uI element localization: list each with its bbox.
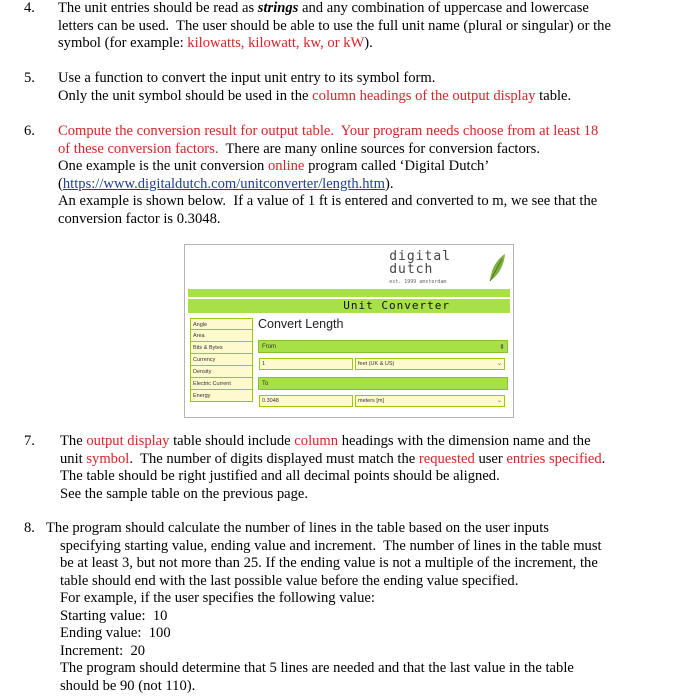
text-line <box>58 35 658 53</box>
text-segment: unit <box>60 450 87 467</box>
from-unit-select[interactable]: feet (UK & US) ⌄ <box>355 358 505 370</box>
text-line <box>58 0 658 18</box>
from-row <box>258 340 508 353</box>
to-row <box>258 377 508 390</box>
text-line <box>58 70 658 88</box>
text-line <box>46 520 666 538</box>
text-segment: The table should be right justified and all decimal points should be aligned. <box>60 468 500 484</box>
highlighted-text: requested <box>418 450 475 467</box>
text-segment: See the sample table on the previous page. <box>60 485 309 502</box>
item-6-text <box>58 123 658 228</box>
text-segment: The unit entries should be read as <box>58 0 258 16</box>
text-segment: . <box>601 450 606 467</box>
item-5-text <box>58 70 658 105</box>
updown-arrows-icon[interactable]: ⬍ <box>499 344 505 351</box>
category-item[interactable]: Area <box>190 330 253 342</box>
unit-converter-banner: Unit Converter <box>188 299 510 313</box>
category-item[interactable]: Electric Current <box>190 378 253 390</box>
text-segment: Only the unit symbol should be used in the <box>58 87 313 104</box>
text-segment: program called ‘Digital Dutch’ <box>304 158 490 174</box>
text-segment: The <box>60 433 87 449</box>
text-segment: Ending value: 100 <box>60 625 171 641</box>
text-segment: An example is shown below. If a value of 1 ft is entered and converted to m, we see that the <box>58 193 598 209</box>
text-segment: and any combination of uppercase and lowercase <box>298 0 589 16</box>
item-8-first-line <box>46 520 666 695</box>
highlighted-text: kilowatts, kilowatt, kw, or kW <box>187 35 365 51</box>
text-segment: conversion factor is 0.3048. <box>58 210 221 227</box>
item-5-number: 5. <box>24 70 35 86</box>
text-segment: specifying starting value, ending value and increment. The number of lines in the table must <box>60 537 602 554</box>
item-7-text <box>60 433 660 503</box>
category-item[interactable]: Angle <box>190 318 253 330</box>
category-item[interactable]: Density <box>190 366 253 378</box>
convert-length-title: Convert Length <box>258 317 344 331</box>
text-segment: Use a function to convert the input unit entry to its symbol form. <box>58 70 436 86</box>
text-segment: ( <box>58 175 63 192</box>
unit-converter-screenshot <box>184 244 514 418</box>
text-line <box>46 608 666 626</box>
text-line <box>58 141 658 159</box>
text-segment: should be 90 (not 110). <box>60 677 196 694</box>
text-line <box>46 555 666 573</box>
text-segment: headings with the dimension name and the <box>338 433 591 449</box>
category-list <box>190 318 253 402</box>
text-line <box>58 18 658 36</box>
highlighted-text: online <box>267 158 305 174</box>
highlighted-text: symbol <box>86 450 130 467</box>
highlighted-text: of these conversion factors. <box>58 140 219 157</box>
text-segment: There are many online sources for conversion factors. <box>218 140 540 157</box>
text-segment: One example is the unit conversion <box>58 158 268 174</box>
text-line <box>58 176 658 194</box>
text-line <box>58 158 658 176</box>
text-segment: user <box>474 450 507 467</box>
text-segment: table should end with the last possible value before the ending value specified. <box>60 572 519 589</box>
category-item[interactable]: Bits & Bytes <box>190 342 253 354</box>
text-line <box>46 573 666 591</box>
text-line <box>60 433 660 451</box>
from-label: From <box>262 344 276 350</box>
text-segment: be at least 3, but not more than 25. If the ending value is not a multiple of the increment, the <box>60 555 598 571</box>
highlighted-text: output display <box>86 433 170 449</box>
from-value-input[interactable]: 1 <box>259 358 353 370</box>
text-segment: The program should calculate the number of lines in the table based on the user inputs <box>46 520 549 536</box>
leaf-icon <box>487 251 507 285</box>
digital-dutch-logo: digital dutch est. 1999 amsterdam <box>389 249 451 285</box>
category-item[interactable]: Energy <box>190 390 253 402</box>
text-segment: Starting value: 10 <box>60 607 168 624</box>
text-segment: ). <box>364 35 373 51</box>
text-segment: table. <box>535 87 572 104</box>
item-4-text <box>58 0 658 53</box>
highlighted-text: Compute the conversion result for output table. Your program needs choose from at least 18 <box>58 123 599 139</box>
item-4-number: 4. <box>24 0 35 16</box>
text-segment: symbol (for example: <box>58 35 188 51</box>
text-line <box>46 590 666 608</box>
text-line <box>60 451 660 469</box>
highlighted-text: entries specified <box>506 450 602 467</box>
text-line <box>58 88 658 106</box>
item-8-number: 8. <box>24 520 35 536</box>
to-unit-select[interactable]: meters [m] ⌄ <box>355 395 505 407</box>
chevron-down-icon: ⌄ <box>496 361 502 367</box>
item-7-number: 7. <box>24 433 35 449</box>
text-line <box>58 123 658 141</box>
text-line <box>58 211 658 229</box>
text-line <box>60 468 660 486</box>
text-line <box>46 643 666 661</box>
text-line <box>46 678 666 696</box>
text-segment: The program should determine that 5 lines are needed and that the last value in the table <box>60 660 574 676</box>
text-line <box>46 625 666 643</box>
to-label: To <box>262 381 269 387</box>
text-line <box>58 193 658 211</box>
text-line <box>60 486 660 504</box>
text-segment: table should include <box>169 433 295 449</box>
text-segment: ). <box>384 175 394 192</box>
category-item[interactable]: Currency <box>190 354 253 366</box>
chevron-down-icon: ⌄ <box>496 398 502 404</box>
top-green-bar <box>188 289 510 297</box>
text-segment: . The number of digits displayed must match the <box>129 450 419 467</box>
highlighted-text: column <box>294 433 339 449</box>
url-link[interactable]: https://www.digitaldutch.com/unitconverter/length.htm <box>62 175 385 192</box>
text-line <box>46 538 666 556</box>
item-6-number: 6. <box>24 123 35 139</box>
to-value-input[interactable]: 0.3048 <box>259 395 353 407</box>
text-segment: Increment: 20 <box>60 642 146 659</box>
text-line <box>46 660 666 678</box>
highlighted-text: column headings of the output display <box>312 87 536 104</box>
text-segment: letters can be used. The user should be able to use the full unit name (plural or singular) or the <box>58 17 611 34</box>
emphasis-text: strings <box>257 0 299 16</box>
text-segment: For example, if the user specifies the following value: <box>60 590 375 606</box>
